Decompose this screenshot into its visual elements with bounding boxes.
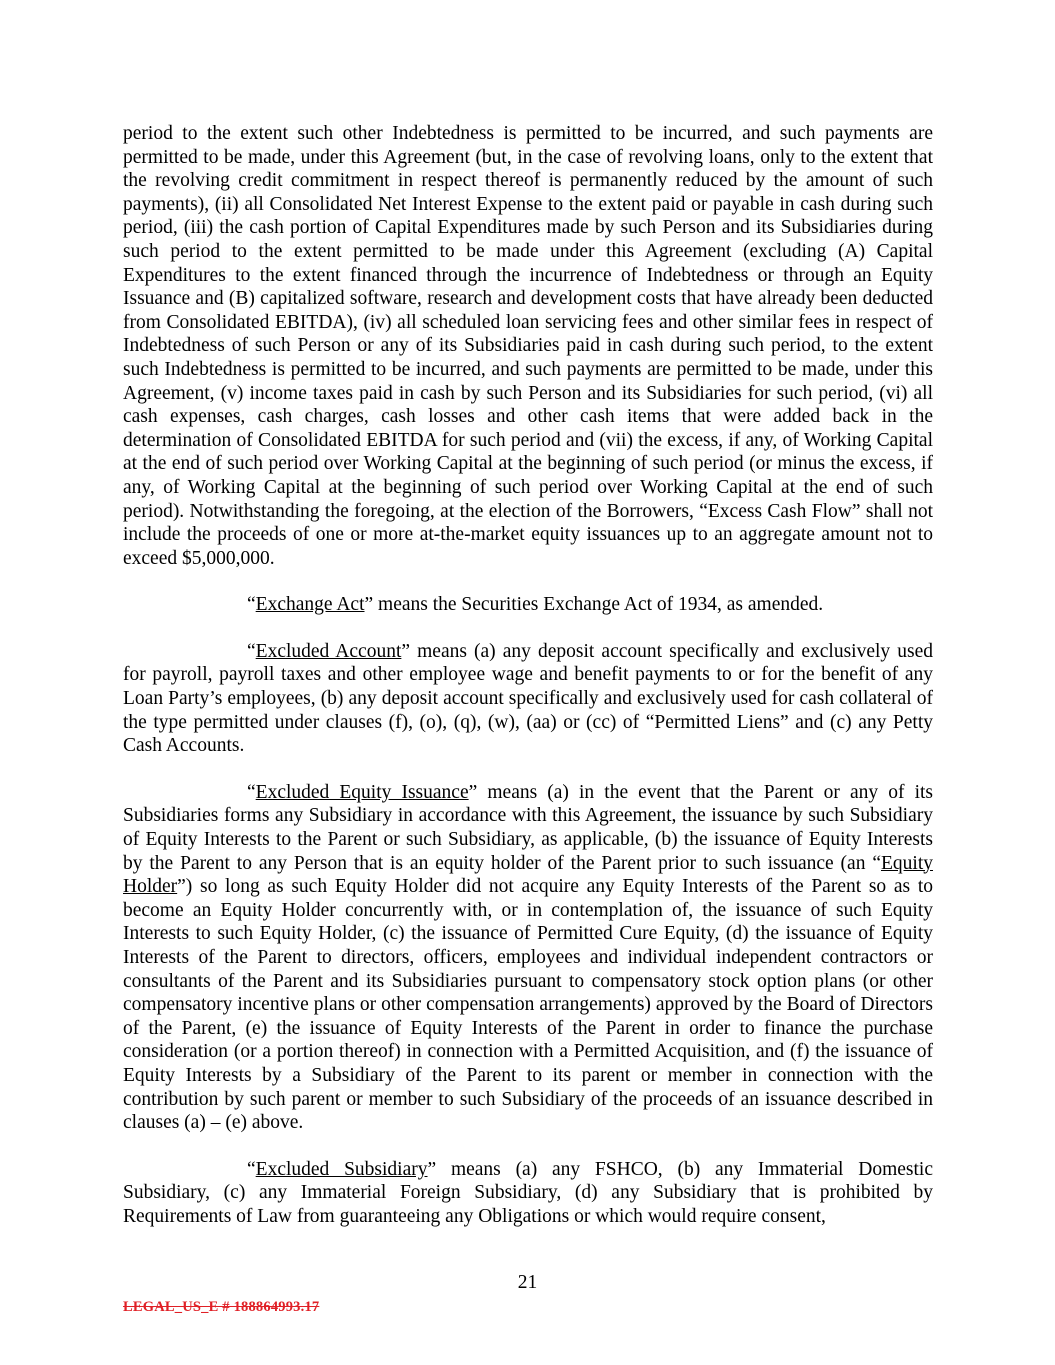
document-body [123,122,933,1229]
paragraph-text: period to the extent such other Indebtedness is permitted to be incurred, and such payments are permitted to be made, under this Agreement (but, in the case of revolving loans, only to the extent that the revolving credit commitment in respect thereof is permanently reduced by the amount of such payments), (ii) all Consolidated Net Interest Expense to the extent paid or payable in cash during such period, (iii) the cash portion of Capital Expenditures made by such Person and its Subsidiaries during such period to the extent permitted to be made under this Agreement (excluding (A) Capital Expenditures to the extent financed through the incurrence of Indebtedness or through an Equity Issuance and (B) capitalized software, research and development costs that have already been deducted from Consolidated EBITDA), (iv) all scheduled loan servicing fees and other similar fees in respect of Indebtedness of such Person or any of its Subsidiaries paid in cash during such period, to the extent such Indebtedness is permitted to be incurred, and such payments are permitted to be made, under this Agreement, (v) income taxes paid in cash by such Person and its Subsidiaries for such period, (vi) all cash expenses, cash charges, cash losses and other cash items that were added back in the determination of Consolidated EBITDA for such period and (vii) the excess, if any, of Working Capital at the end of such period over Working Capital at the beginning of such period (or minus the excess, if any, of Working Capital at the beginning of such period over Working Capital at the end of such period). Notwithstanding the foregoing, at the election of the Borrowers, “Excess Cash Flow” shall not include the proceeds of one or more at-the-market equity issuances up to an aggregate amount not to exceed $5,000,000. [123,123,933,569]
paragraph-text: ”) so long as such Equity Holder did not acquire any Equity Interests of the Parent so as to become an Equity Holder concurrently with, or in contemplation of, the issuance of such Equity Interests to such Equity Holder, (c) the issuance of Permitted Cure Equity, (d) the issuance of Equity Interests of the Parent to directors, officers, employees and individual independent contractors or consultants of the Parent and its Subsidiaries pursuant to compensatory stock option plans (or other compensatory incentive plans or other compensation arrangements) approved by the Board of Directors of the Parent, (e) the issuance of Equity Interests of the Parent in order to finance the purchase consideration (or a portion thereof) in connection with a Permitted Acquisition, and (f) the issuance of Equity Interests by a Subsidiary of the Parent to its parent or member in connection with the contribution by such parent or member to such Subsidiary of the proceeds of an issuance described in clauses (a) – (e) above. [123,876,933,1134]
paragraph-text: “ [247,781,256,803]
defined-term: Excluded Account [255,640,402,662]
defined-term: Excluded Subsidiary [255,1158,428,1180]
paragraph [123,1158,933,1229]
paragraph-text: “ [247,594,256,616]
page-number: 21 [517,1272,538,1293]
defined-term: Exchange Act [255,594,365,616]
paragraph-text: “ [247,1158,256,1180]
defined-term: Excluded Equity Issuance [255,781,469,803]
paragraph-text: “ [247,640,256,662]
paragraph [123,122,933,570]
paragraph [123,593,933,617]
paragraph-text: ” means (a) any deposit account specifically and exclusively used for payroll, payroll taxes and other employee wage and benefit payments to or for the benefit of any Loan Party’s employees, (b) any deposit account specifically and exclusively used for cash collateral of the type permitted under clauses (f), (o), (q), (w), (aa) or (cc) of “Permitted Liens” and (c) any Petty Cash Accounts. [123,640,934,757]
paragraph [123,640,933,758]
footer-document-id: LEGAL_US_E # 188864993.17 [123,1299,320,1315]
defined-term: Equity Holder [123,852,933,898]
paragraph-text: ” means (a) in the event that the Parent or any of its Subsidiaries forms any Subsidiary in accordance with this Agreement, the issuance by such Subsidiary of Equity Interests to the Parent or such Subsidiary, as applicable, (b) the issuance of Equity Interests by the Parent to any Person that is an equity holder of the Parent prior to such issuance (an “ [123,781,934,874]
paragraph-text: ” means (a) any FSHCO, (b) any Immaterial Domestic Subsidiary, (c) any Immaterial Foreign Subsidiary, (d) any Subsidiary that is prohibited by Requirements of Law from guaranteeing any Obligations or which would require consent, [123,1158,933,1227]
paragraph-text: ” means the Securities Exchange Act of 1934, as amended. [364,594,824,616]
paragraph [123,781,933,1135]
